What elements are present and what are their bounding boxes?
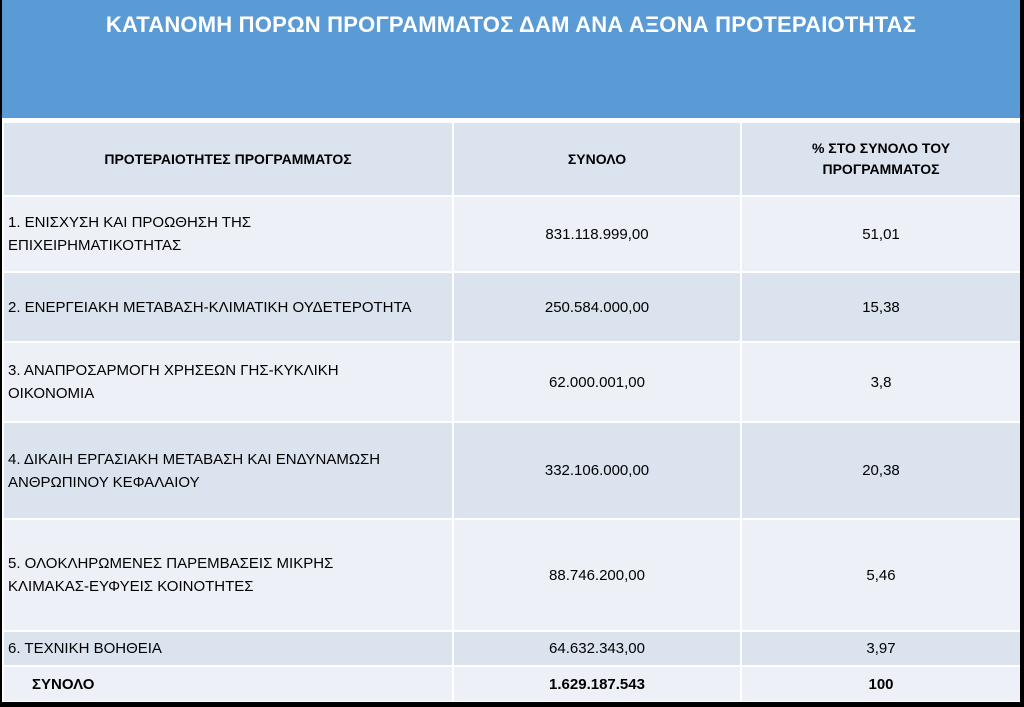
total-percent: 100 — [741, 666, 1020, 702]
table-row — [3, 519, 1020, 631]
total-label: ΣΥΝΟΛΟ — [3, 666, 453, 702]
table-row — [3, 631, 1020, 666]
row-priority: 1. ΕΝΙΣΧΥΣΗ ΚΑΙ ΠΡΟΩΘΗΣΗ ΤΗΣ ΕΠΙΧΕΙΡΗΜΑΤΙΚΟΤΗΤΑΣ — [3, 196, 453, 272]
row-percent: 15,38 — [741, 272, 1020, 342]
row-percent: 20,38 — [741, 422, 1020, 519]
slide — [2, 0, 1020, 702]
row-priority: 3. ΑΝΑΠΡΟΣΑΡΜΟΓΗ ΧΡΗΣΕΩΝ ΓΗΣ-ΚΥΚΛΙΚΗ ΟΙΚΟΝΟΜΙΑ — [3, 342, 453, 422]
row-percent: 3,8 — [741, 342, 1020, 422]
row-total: 88.746.200,00 — [453, 519, 741, 631]
row-total: 831.118.999,00 — [453, 196, 741, 272]
table-row — [3, 422, 1020, 519]
table-header-row — [3, 122, 1020, 196]
allocation-table — [2, 121, 1020, 702]
table-row — [3, 342, 1020, 422]
header-percent: % ΣΤΟ ΣΥΝΟΛΟ ΤΟΥ ΠΡΟΓΡΑΜΜΑΤΟΣ — [741, 122, 1020, 196]
row-total: 332.106.000,00 — [453, 422, 741, 519]
title-band — [2, 0, 1020, 118]
table-total-row — [3, 666, 1020, 702]
row-total: 62.000.001,00 — [453, 342, 741, 422]
row-priority: 2. ΕΝΕΡΓΕΙΑΚΗ ΜΕΤΑΒΑΣΗ-ΚΛΙΜΑΤΙΚΗ ΟΥΔΕΤΕΡΟΤΗΤΑ — [3, 272, 453, 342]
row-total: 250.584.000,00 — [453, 272, 741, 342]
slide-title: ΚΑΤΑΝΟΜΗ ΠΟΡΩΝ ΠΡΟΓΡΑΜΜΑΤΟΣ ΔΑΜ ΑΝΑ ΑΞΟΝΑ ΠΡΟΤΕΡΑΙΟΤΗΤΑΣ — [105, 12, 917, 37]
row-percent: 3,97 — [741, 631, 1020, 666]
row-priority: 5. ΟΛΟΚΛΗΡΩΜΕΝΕΣ ΠΑΡΕΜΒΑΣΕΙΣ ΜΙΚΡΗΣ ΚΛΙΜΑΚΑΣ-ΕΥΦΥΕΙΣ ΚΟΙΝΟΤΗΤΕΣ — [3, 519, 453, 631]
table-row — [3, 196, 1020, 272]
row-percent: 51,01 — [741, 196, 1020, 272]
row-total: 64.632.343,00 — [453, 631, 741, 666]
total-amount: 1.629.187.543 — [453, 666, 741, 702]
row-priority: 4. ΔΙΚΑΙΗ ΕΡΓΑΣΙΑΚΗ ΜΕΤΑΒΑΣΗ ΚΑΙ ΕΝΔΥΝΑΜΩΣΗ ΑΝΘΡΩΠΙΝΟΥ ΚΕΦΑΛΑΙΟΥ — [3, 422, 453, 519]
table-row — [3, 272, 1020, 342]
header-total: ΣΥΝΟΛΟ — [453, 122, 741, 196]
header-priorities: ΠΡΟΤΕΡΑΙΟΤΗΤΕΣ ΠΡΟΓΡΑΜΜΑΤΟΣ — [3, 122, 453, 196]
row-percent: 5,46 — [741, 519, 1020, 631]
row-priority: 6. ΤΕΧΝΙΚΗ ΒΟΗΘΕΙΑ — [3, 631, 453, 666]
